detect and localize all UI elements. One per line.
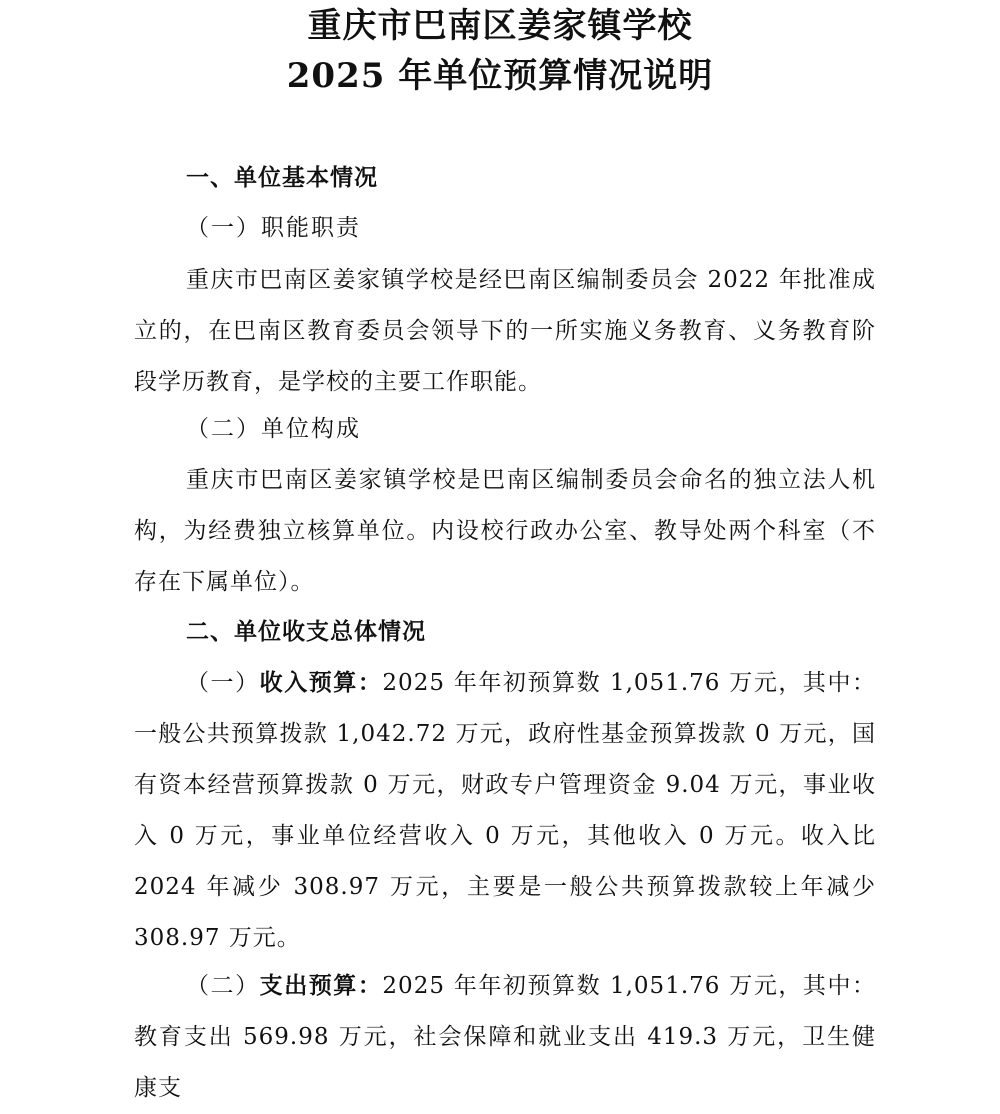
- paragraph-functions: 重庆市巴南区姜家镇学校是经巴南区编制委员会 2022 年批准成立的，在巴南区教育委员会领导下的一所实施义务教育、义务教育阶段学历教育，是学校的主要工作职能。: [134, 267, 876, 395]
- document-title-line1: 重庆市巴南区姜家镇学校: [307, 6, 693, 46]
- expenditure-budget-text: 2025 年年初预算数 1,051.76 万元，其中：教育支出 569.98 万元，社会保障和就业支出 419.3 万元，卫生健康支: [134, 973, 877, 1101]
- paragraph-expenditure-budget: [134, 961, 876, 1114]
- revenue-budget-lead: （一）: [186, 670, 260, 696]
- paragraph-unit-composition: 重庆市巴南区姜家镇学校是巴南区编制委员会命名的独立法人机构，为经费独立核算单位。内设校行政办公室、教导处两个科室（不存在下属单位）。: [134, 467, 876, 595]
- section-heading-unit-basic: 一、单位基本情况: [186, 165, 378, 191]
- document-title-line2: 2025 年单位预算情况说明: [286, 56, 714, 96]
- revenue-budget-label: 收入预算：: [259, 670, 383, 696]
- expenditure-budget-lead: （二）: [186, 973, 260, 999]
- subheading-unit-composition: （二）单位构成: [186, 416, 361, 442]
- section-heading-revenue-expenditure: 二、单位收支总体情况: [186, 619, 426, 645]
- paragraph-revenue-budget: [134, 658, 876, 964]
- revenue-budget-text: 2025 年年初预算数 1,051.76 万元，其中：一般公共预算拨款 1,042.72 万元，政府性基金预算拨款 0 万元，国有资本经营预算拨款 0 万元，财政专户管理资金 9.04 万元，事业收入 0 万元，事业单位经营收入 0 万元，其他收入 0 万元。收入比 2024 年减少 308.97 万元，主要是一般公共预算拨款较上年减少 308.97 万元。: [134, 670, 877, 951]
- subheading-functions: （一）职能职责: [186, 215, 361, 241]
- expenditure-budget-label: 支出预算：: [259, 973, 383, 999]
